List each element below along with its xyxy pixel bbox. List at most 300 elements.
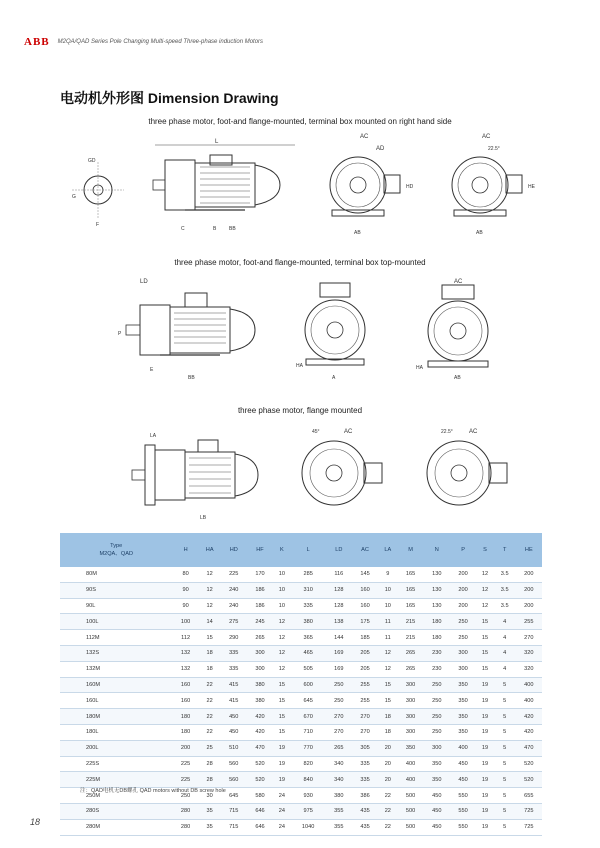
svg-text:HA: HA xyxy=(416,365,423,371)
front-view-flange-2 xyxy=(415,425,515,515)
value-cell: 20 xyxy=(378,756,397,772)
series-title: M2QA/QAD Series Pole Changing Multi-speed Three-phase induction Motors xyxy=(57,39,264,45)
caption-row-2: three phase motor, foot-and flange-mounted, terminal box top-mounted xyxy=(174,258,426,267)
value-cell: 300 xyxy=(247,645,273,661)
value-cell: 300 xyxy=(424,740,450,756)
value-cell: 340 xyxy=(326,756,352,772)
value-cell: 400 xyxy=(516,677,542,693)
table-row xyxy=(60,582,542,598)
type-cell: 180M xyxy=(60,709,172,725)
svg-text:AC: AC xyxy=(482,134,491,140)
value-cell: 380 xyxy=(247,677,273,693)
value-cell: 90 xyxy=(172,582,198,598)
label-gd: GD xyxy=(88,158,96,164)
value-cell: 12 xyxy=(476,598,494,614)
value-cell: 255 xyxy=(352,693,378,709)
table-row xyxy=(60,693,542,709)
value-cell: 35 xyxy=(199,803,221,819)
value-cell: 350 xyxy=(450,709,476,725)
value-cell: 215 xyxy=(397,614,423,630)
table-row xyxy=(60,740,542,756)
value-cell: 180 xyxy=(172,709,198,725)
value-cell: 645 xyxy=(291,693,326,709)
value-cell: 12 xyxy=(199,598,221,614)
value-cell: 646 xyxy=(247,803,273,819)
value-cell: 520 xyxy=(247,772,273,788)
value-cell: 646 xyxy=(247,819,273,835)
type-cell: 180L xyxy=(60,724,172,740)
value-cell: 18 xyxy=(199,645,221,661)
value-cell: 28 xyxy=(199,772,221,788)
type-cell: 90S xyxy=(60,582,172,598)
type-cell: 200L xyxy=(60,740,172,756)
value-cell: 130 xyxy=(424,567,450,582)
value-cell: 300 xyxy=(397,677,423,693)
value-cell: 5 xyxy=(494,803,516,819)
type-cell: 112M xyxy=(60,630,172,646)
value-cell: 770 xyxy=(291,740,326,756)
value-cell: 240 xyxy=(221,582,247,598)
svg-text:AB: AB xyxy=(476,230,483,236)
value-cell: 22 xyxy=(199,677,221,693)
header-cell: P xyxy=(450,533,476,567)
svg-text:AB: AB xyxy=(354,230,361,236)
header-cell: HF xyxy=(247,533,273,567)
value-cell: 300 xyxy=(450,645,476,661)
value-cell: 510 xyxy=(221,740,247,756)
svg-text:AC: AC xyxy=(360,134,369,140)
value-cell: 12 xyxy=(273,630,291,646)
svg-text:BB: BB xyxy=(188,375,195,381)
value-cell: 250 xyxy=(424,724,450,740)
value-cell: 15 xyxy=(273,677,291,693)
value-cell: 175 xyxy=(352,614,378,630)
type-cell: 280M xyxy=(60,819,172,835)
table-row xyxy=(60,661,542,677)
value-cell: 715 xyxy=(221,819,247,835)
value-cell: 820 xyxy=(291,756,326,772)
value-cell: 400 xyxy=(516,693,542,709)
table-row xyxy=(60,614,542,630)
svg-text:P: P xyxy=(118,331,122,337)
value-cell: 335 xyxy=(221,661,247,677)
value-cell: 645 xyxy=(221,788,247,804)
value-cell: 250 xyxy=(424,677,450,693)
shaft-end-view xyxy=(68,150,128,230)
value-cell: 200 xyxy=(516,598,542,614)
value-cell: 975 xyxy=(291,803,326,819)
value-cell: 160 xyxy=(352,598,378,614)
value-cell: 500 xyxy=(397,788,423,804)
value-cell: 11 xyxy=(378,614,397,630)
header-cell: L xyxy=(291,533,326,567)
value-cell: 230 xyxy=(424,645,450,661)
type-cell: 280S xyxy=(60,803,172,819)
value-cell: 20 xyxy=(378,772,397,788)
value-cell: 15 xyxy=(476,630,494,646)
value-cell: 300 xyxy=(397,724,423,740)
page-header xyxy=(24,36,263,48)
value-cell: 400 xyxy=(397,756,423,772)
svg-text:22.5°: 22.5° xyxy=(488,146,500,152)
table-row xyxy=(60,724,542,740)
value-cell: 19 xyxy=(273,756,291,772)
svg-text:22.5°: 22.5° xyxy=(441,429,453,435)
table-row xyxy=(60,598,542,614)
value-cell: 3.5 xyxy=(494,582,516,598)
value-cell: 19 xyxy=(476,772,494,788)
value-cell: 655 xyxy=(516,788,542,804)
value-cell: 840 xyxy=(291,772,326,788)
value-cell: 420 xyxy=(516,724,542,740)
value-cell: 185 xyxy=(352,630,378,646)
value-cell: 28 xyxy=(199,756,221,772)
svg-text:AB: AB xyxy=(454,375,461,381)
value-cell: 386 xyxy=(352,788,378,804)
value-cell: 12 xyxy=(378,645,397,661)
value-cell: 4 xyxy=(494,661,516,677)
value-cell: 4 xyxy=(494,614,516,630)
value-cell: 165 xyxy=(397,582,423,598)
value-cell: 112 xyxy=(172,630,198,646)
value-cell: 132 xyxy=(172,645,198,661)
value-cell: 520 xyxy=(516,756,542,772)
value-cell: 560 xyxy=(221,772,247,788)
svg-text:LB: LB xyxy=(200,515,207,521)
value-cell: 4 xyxy=(494,630,516,646)
header-cell: HE xyxy=(516,533,542,567)
value-cell: 205 xyxy=(352,645,378,661)
value-cell: 250 xyxy=(424,693,450,709)
value-cell: 350 xyxy=(450,724,476,740)
value-cell: 350 xyxy=(424,772,450,788)
svg-text:LD: LD xyxy=(140,279,148,285)
svg-text:HD: HD xyxy=(406,184,414,190)
svg-text:LA: LA xyxy=(150,433,157,439)
value-cell: 200 xyxy=(450,567,476,582)
svg-text:AC: AC xyxy=(454,279,463,285)
value-cell: 335 xyxy=(352,772,378,788)
value-cell: 450 xyxy=(424,788,450,804)
table-row xyxy=(60,709,542,725)
header-cell: M xyxy=(397,533,423,567)
value-cell: 255 xyxy=(352,677,378,693)
value-cell: 130 xyxy=(424,598,450,614)
value-cell: 255 xyxy=(516,614,542,630)
table-row xyxy=(60,567,542,582)
value-cell: 250 xyxy=(450,614,476,630)
value-cell: 160 xyxy=(172,677,198,693)
value-cell: 170 xyxy=(247,567,273,582)
value-cell: 10 xyxy=(273,567,291,582)
value-cell: 280 xyxy=(172,803,198,819)
header-cell: K xyxy=(273,533,291,567)
value-cell: 116 xyxy=(326,567,352,582)
value-cell: 12 xyxy=(273,645,291,661)
value-cell: 130 xyxy=(424,582,450,598)
value-cell: 22 xyxy=(199,693,221,709)
value-cell: 400 xyxy=(397,772,423,788)
header-cell: N xyxy=(424,533,450,567)
front-view-flange-right xyxy=(440,130,540,240)
table-row xyxy=(60,819,542,835)
value-cell: 15 xyxy=(476,661,494,677)
header-cell: AC xyxy=(352,533,378,567)
value-cell: 5 xyxy=(494,756,516,772)
value-cell: 270 xyxy=(326,724,352,740)
value-cell: 12 xyxy=(199,582,221,598)
svg-text:45°: 45° xyxy=(312,429,320,435)
value-cell: 450 xyxy=(424,803,450,819)
svg-text:B: B xyxy=(213,226,217,232)
table-row xyxy=(60,630,542,646)
value-cell: 265 xyxy=(247,630,273,646)
value-cell: 715 xyxy=(221,803,247,819)
value-cell: 18 xyxy=(199,661,221,677)
value-cell: 100 xyxy=(172,614,198,630)
value-cell: 270 xyxy=(352,724,378,740)
value-cell: 22 xyxy=(378,819,397,835)
value-cell: 19 xyxy=(476,819,494,835)
value-cell: 350 xyxy=(450,677,476,693)
page-title: 电动机外形图 Dimension Drawing xyxy=(60,90,279,106)
header-cell: T xyxy=(494,533,516,567)
value-cell: 930 xyxy=(291,788,326,804)
value-cell: 335 xyxy=(221,645,247,661)
svg-text:L: L xyxy=(215,139,219,145)
header-cell: LD xyxy=(326,533,352,567)
type-cell: 160M xyxy=(60,677,172,693)
header-cell: HA xyxy=(199,533,221,567)
value-cell: 22 xyxy=(378,803,397,819)
value-cell: 215 xyxy=(397,630,423,646)
value-cell: 12 xyxy=(273,661,291,677)
value-cell: 230 xyxy=(424,661,450,677)
value-cell: 500 xyxy=(397,819,423,835)
value-cell: 1040 xyxy=(291,819,326,835)
page-number: 18 xyxy=(30,817,41,827)
value-cell: 12 xyxy=(378,661,397,677)
value-cell: 725 xyxy=(516,803,542,819)
value-cell: 160 xyxy=(352,582,378,598)
value-cell: 340 xyxy=(326,772,352,788)
table-row xyxy=(60,645,542,661)
value-cell: 10 xyxy=(273,582,291,598)
value-cell: 470 xyxy=(516,740,542,756)
value-cell: 5 xyxy=(494,788,516,804)
value-cell: 355 xyxy=(326,819,352,835)
svg-text:AC: AC xyxy=(344,429,353,435)
value-cell: 310 xyxy=(291,582,326,598)
value-cell: 22 xyxy=(378,788,397,804)
value-cell: 5 xyxy=(494,724,516,740)
value-cell: 450 xyxy=(424,819,450,835)
value-cell: 19 xyxy=(476,709,494,725)
value-cell: 300 xyxy=(397,709,423,725)
value-cell: 265 xyxy=(326,740,352,756)
label-g: G xyxy=(72,194,76,200)
value-cell: 300 xyxy=(397,693,423,709)
value-cell: 12 xyxy=(476,582,494,598)
value-cell: 180 xyxy=(424,614,450,630)
value-cell: 128 xyxy=(326,598,352,614)
value-cell: 710 xyxy=(291,724,326,740)
value-cell: 15 xyxy=(476,645,494,661)
label-f: F xyxy=(96,222,100,228)
value-cell: 20 xyxy=(378,740,397,756)
value-cell: 12 xyxy=(273,614,291,630)
value-cell: 22 xyxy=(199,724,221,740)
type-cell: 100L xyxy=(60,614,172,630)
header-cell: HD xyxy=(221,533,247,567)
value-cell: 5 xyxy=(494,693,516,709)
value-cell: 450 xyxy=(221,709,247,725)
value-cell: 240 xyxy=(221,598,247,614)
value-cell: 12 xyxy=(199,567,221,582)
value-cell: 186 xyxy=(247,598,273,614)
value-cell: 19 xyxy=(476,740,494,756)
value-cell: 250 xyxy=(172,788,198,804)
value-cell: 14 xyxy=(199,614,221,630)
value-cell: 19 xyxy=(476,724,494,740)
value-cell: 200 xyxy=(172,740,198,756)
value-cell: 450 xyxy=(450,772,476,788)
value-cell: 500 xyxy=(397,803,423,819)
value-cell: 265 xyxy=(397,661,423,677)
value-cell: 380 xyxy=(291,614,326,630)
value-cell: 19 xyxy=(476,803,494,819)
type-cell: 132M xyxy=(60,661,172,677)
value-cell: 520 xyxy=(516,772,542,788)
value-cell: 165 xyxy=(397,598,423,614)
value-cell: 144 xyxy=(326,630,352,646)
value-cell: 225 xyxy=(172,772,198,788)
value-cell: 186 xyxy=(247,582,273,598)
caption-row-1: three phase motor, foot-and flange-mounted, terminal box mounted on right hand side xyxy=(148,117,452,126)
value-cell: 169 xyxy=(326,661,352,677)
header-type: Type M2QA、QAD xyxy=(60,533,172,567)
value-cell: 415 xyxy=(221,677,247,693)
value-cell: 285 xyxy=(291,567,326,582)
value-cell: 10 xyxy=(378,582,397,598)
value-cell: 3.5 xyxy=(494,567,516,582)
table-row xyxy=(60,803,542,819)
header-cell: S xyxy=(476,533,494,567)
value-cell: 505 xyxy=(291,661,326,677)
type-cell: 160L xyxy=(60,693,172,709)
value-cell: 200 xyxy=(450,598,476,614)
table-body xyxy=(60,567,542,835)
value-cell: 5 xyxy=(494,819,516,835)
value-cell: 22 xyxy=(199,709,221,725)
header-cell: LA xyxy=(378,533,397,567)
value-cell: 19 xyxy=(273,740,291,756)
value-cell: 305 xyxy=(352,740,378,756)
value-cell: 420 xyxy=(247,724,273,740)
value-cell: 165 xyxy=(397,567,423,582)
value-cell: 470 xyxy=(247,740,273,756)
svg-text:HE: HE xyxy=(528,184,535,190)
value-cell: 15 xyxy=(378,693,397,709)
value-cell: 9 xyxy=(378,567,397,582)
value-cell: 670 xyxy=(291,709,326,725)
value-cell: 450 xyxy=(221,724,247,740)
value-cell: 420 xyxy=(247,709,273,725)
side-view-flange xyxy=(120,425,270,525)
value-cell: 19 xyxy=(476,788,494,804)
value-cell: 320 xyxy=(516,645,542,661)
value-cell: 265 xyxy=(397,645,423,661)
value-cell: 320 xyxy=(516,661,542,677)
value-cell: 19 xyxy=(476,677,494,693)
value-cell: 3.5 xyxy=(494,598,516,614)
value-cell: 350 xyxy=(397,740,423,756)
value-cell: 160 xyxy=(172,693,198,709)
svg-text:C: C xyxy=(181,226,185,232)
value-cell: 580 xyxy=(247,788,273,804)
value-cell: 18 xyxy=(378,724,397,740)
value-cell: 10 xyxy=(273,598,291,614)
value-cell: 365 xyxy=(291,630,326,646)
value-cell: 380 xyxy=(247,693,273,709)
value-cell: 725 xyxy=(516,819,542,835)
front-view-flange xyxy=(292,425,392,515)
value-cell: 24 xyxy=(273,803,291,819)
value-cell: 245 xyxy=(247,614,273,630)
value-cell: 4 xyxy=(494,645,516,661)
value-cell: 270 xyxy=(326,709,352,725)
value-cell: 19 xyxy=(476,693,494,709)
value-cell: 550 xyxy=(450,803,476,819)
value-cell: 15 xyxy=(273,709,291,725)
value-cell: 280 xyxy=(172,819,198,835)
header-cell: H xyxy=(172,533,198,567)
value-cell: 132 xyxy=(172,661,198,677)
value-cell: 550 xyxy=(450,788,476,804)
value-cell: 138 xyxy=(326,614,352,630)
svg-text:AD: AD xyxy=(376,146,385,152)
value-cell: 35 xyxy=(199,819,221,835)
value-cell: 560 xyxy=(221,756,247,772)
value-cell: 600 xyxy=(291,677,326,693)
value-cell: 380 xyxy=(326,788,352,804)
value-cell: 5 xyxy=(494,677,516,693)
value-cell: 24 xyxy=(273,819,291,835)
value-cell: 15 xyxy=(378,677,397,693)
value-cell: 180 xyxy=(424,630,450,646)
table-note: 注：QAD电机无DB螺孔 QAD motors without DB screw hole xyxy=(80,788,226,794)
side-view-top-box xyxy=(110,275,270,385)
table-row xyxy=(60,677,542,693)
value-cell: 18 xyxy=(378,709,397,725)
value-cell: 25 xyxy=(199,740,221,756)
front-view-top-box xyxy=(292,275,382,385)
value-cell: 200 xyxy=(516,582,542,598)
svg-text:E: E xyxy=(150,367,154,373)
value-cell: 169 xyxy=(326,645,352,661)
value-cell: 10 xyxy=(378,598,397,614)
value-cell: 24 xyxy=(273,788,291,804)
value-cell: 15 xyxy=(476,614,494,630)
value-cell: 270 xyxy=(352,709,378,725)
svg-text:A: A xyxy=(332,375,336,381)
value-cell: 200 xyxy=(450,582,476,598)
value-cell: 250 xyxy=(424,709,450,725)
value-cell: 250 xyxy=(326,677,352,693)
value-cell: 350 xyxy=(450,693,476,709)
value-cell: 300 xyxy=(450,661,476,677)
value-cell: 225 xyxy=(172,756,198,772)
